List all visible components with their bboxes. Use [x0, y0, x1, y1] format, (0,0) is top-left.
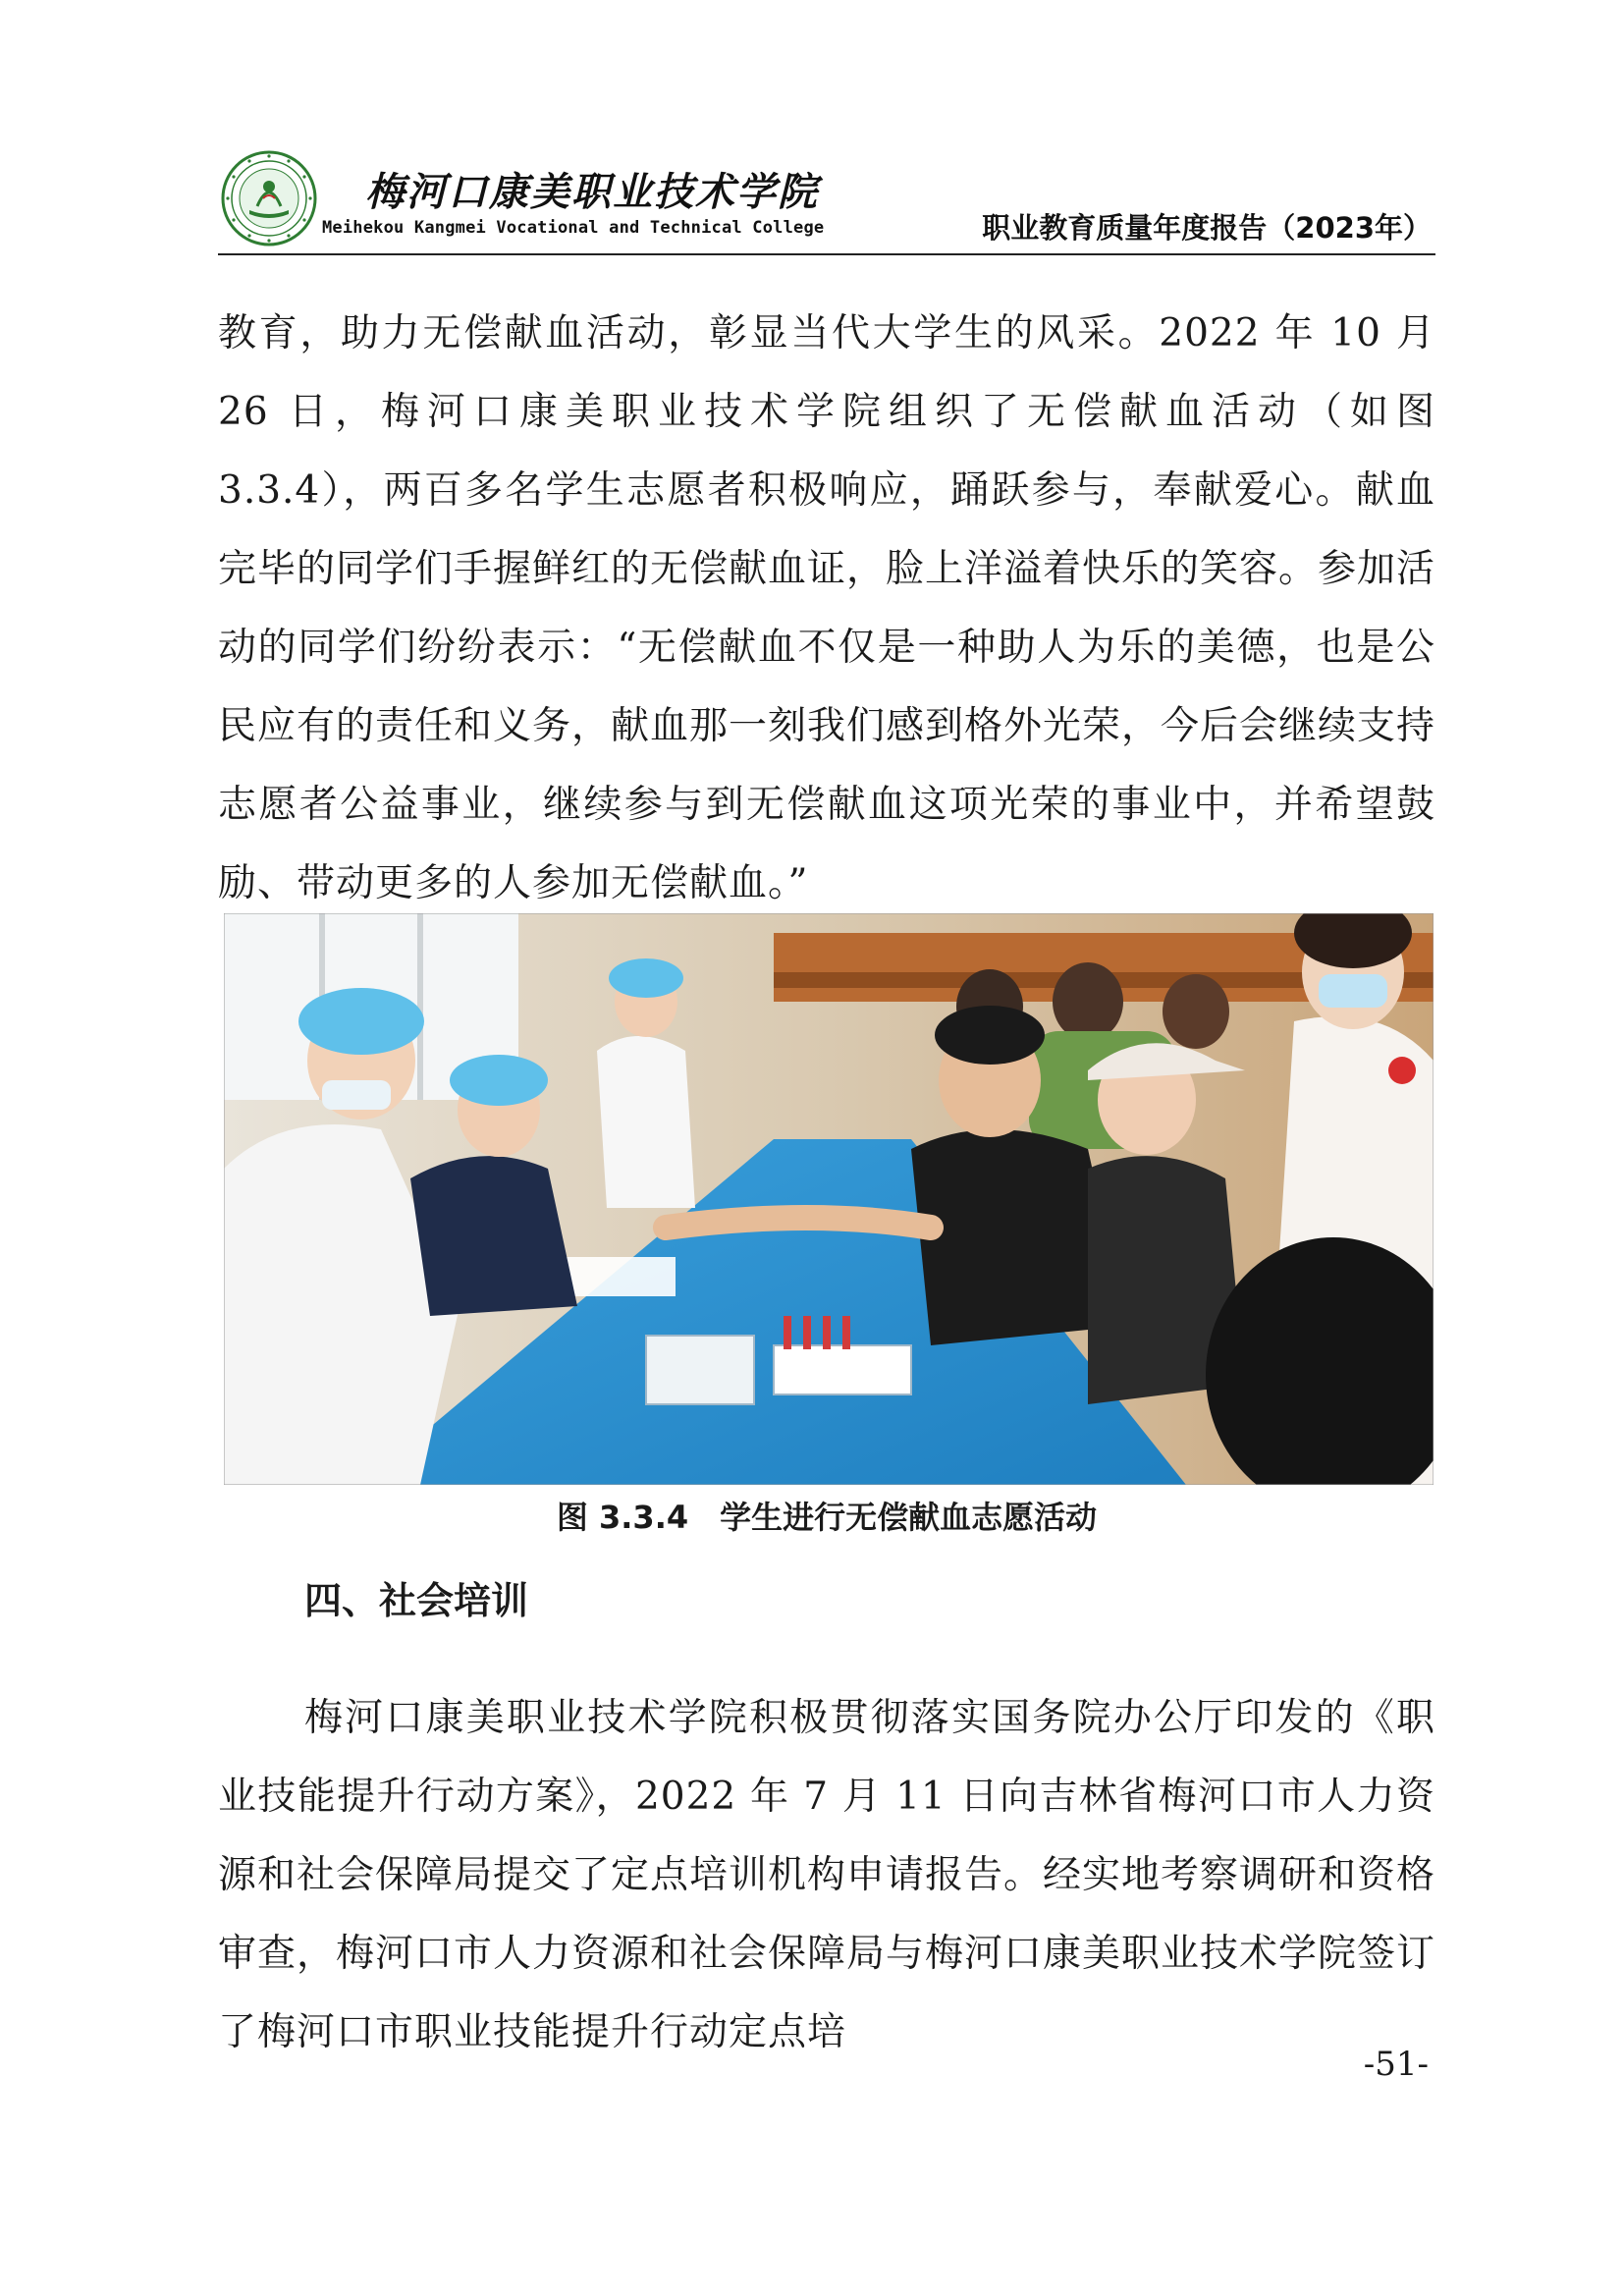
- body-paragraph-2: 梅河口康美职业技术学院积极贯彻落实国务院办公厅印发的《职业技能提升行动方案》，2022 年 7 月 11 日向吉林省梅河口市人力资源和社会保障局提交了定点培训机构申请报告。经实地考察调研和资格审查，梅河口市人力资源和社会保障局与梅河口康美职业技术学院签订了梅河口市职业技能提升行动定点培: [218, 1696, 1436, 2054]
- college-logo-icon: [220, 149, 318, 247]
- page-header: [218, 147, 1435, 255]
- page-number: -51-: [1363, 2045, 1429, 2084]
- school-name-en: Meihekou Kangmei Vocational and Technical College: [322, 218, 825, 238]
- school-name-cn: 梅河口康美职业技术学院: [365, 169, 819, 215]
- section-heading: 四、社会培训: [304, 1579, 529, 1622]
- report-title: 职业教育质量年度报告（2023年）: [982, 211, 1432, 245]
- blood-donation-photo: [224, 913, 1434, 1485]
- body-paragraph-1: 教育，助力无偿献血活动，彰显当代大学生的风采。2022 年 10 月 26 日，梅河口康美职业技术学院组织了无偿献血活动（如图 3.3.4），两百多名学生志愿者积极响应，踊跃参与，奉献爱心。献血完毕的同学们手握鲜红的无偿献血证，脸上洋溢着快乐的笑容。参加活动的同学们纷纷表示：“无偿献血不仅是一种助人为乐的美德，也是公民应有的责任和义务，献血那一刻我们感到格外光荣，今后会继续支持志愿者公益事业，继续参与到无偿献血这项光荣的事业中，并希望鼓励、带动更多的人参加无偿献血。”: [218, 311, 1436, 905]
- figure-caption: 图 3.3.4 学生进行无偿献血志愿活动: [556, 1499, 1098, 1536]
